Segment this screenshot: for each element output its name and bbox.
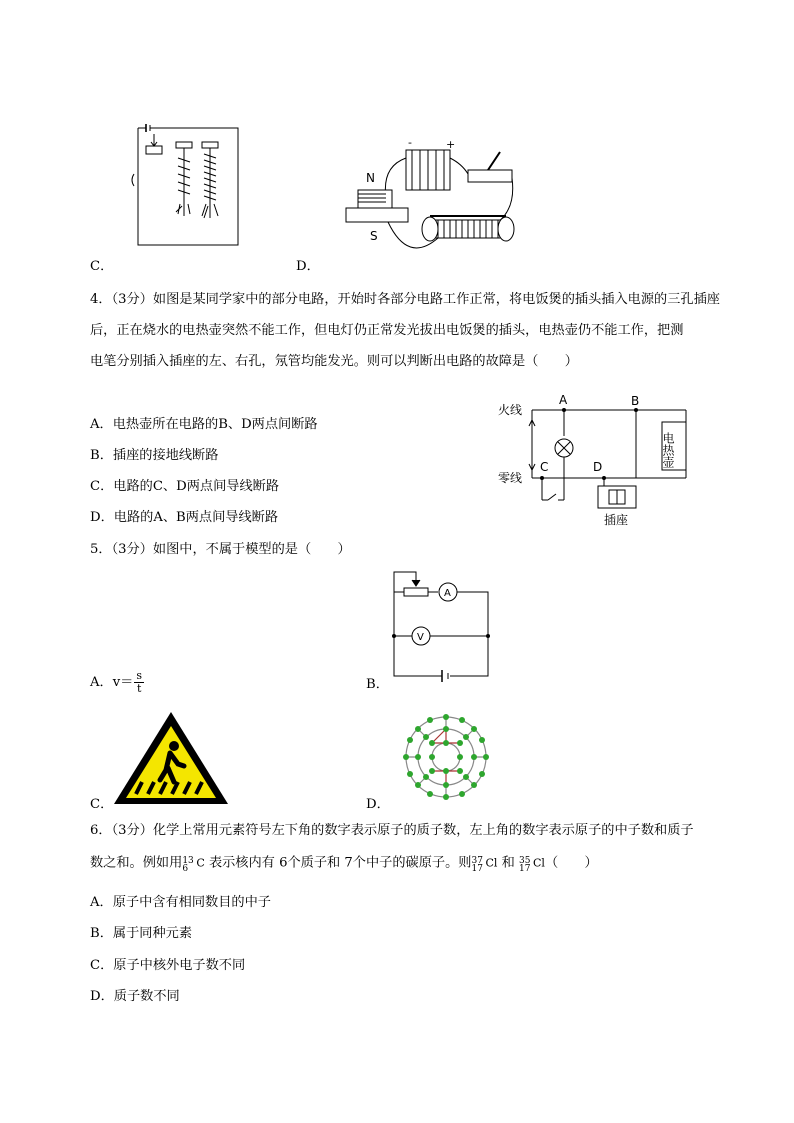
q5-option-a[interactable]: [90, 670, 144, 695]
q4-circuit-figure: [492, 390, 692, 530]
q5-option-d[interactable]: D．: [366, 797, 390, 812]
q3-option-c[interactable]: C．: [90, 259, 114, 274]
q5-option-c[interactable]: C．: [90, 797, 114, 812]
q4-fig-socket: 插座: [604, 513, 629, 527]
q4-stem-line-2: 后，正在烧水的电热壶突然不能工作，但电灯仍正常发光拔出电饭煲的插头，电热壶仍不能工作，把测: [90, 323, 684, 338]
q6-option-b[interactable]: B．属于同种元素: [90, 926, 193, 941]
q4-fig-neutral-wire: 零线: [498, 471, 523, 485]
carbon-13-isotope: [182, 854, 196, 872]
q5-frac-numerator: s: [136, 669, 143, 682]
cl35-mass-number: 35: [519, 856, 531, 866]
q3-fig-d-s-label: S: [370, 229, 378, 243]
chlorine-symbol-1: Cl: [485, 856, 498, 870]
q4-fig-point-a: A: [559, 393, 568, 407]
q4-stem-line-1: 4．（3分）如图是某同学家中的部分电路，开始时各部分电路工作正常，将电饭煲的插头插入电源的三孔插座: [90, 292, 720, 307]
fullerene-molecule-model-icon: [400, 710, 492, 804]
q5-option-b[interactable]: B．: [366, 677, 389, 692]
q3-figure-c: [128, 124, 240, 248]
q6-option-a[interactable]: A．原子中含有相同数目的中子: [90, 895, 271, 910]
q6-line2-middle: 表示核内有 6个质子和 7个中子的碳原子。则: [208, 855, 472, 871]
q5-frac-denominator: t: [136, 682, 142, 695]
q6-stem-line-2: [90, 854, 598, 873]
q5-velocity-fraction: [134, 670, 144, 695]
chlorine-35-isotope: [519, 854, 533, 872]
q3-fig-d-n-label: N: [366, 171, 375, 185]
q4-fig-live-wire: 火线: [498, 403, 523, 417]
q4-fig-point-c: C: [540, 460, 549, 474]
q3-figure-d: [338, 138, 518, 264]
carbon-symbol: C: [196, 856, 205, 870]
q5-circuit-figure: [390, 566, 494, 686]
pedestrian-crossing-sign-icon: [112, 710, 230, 806]
q5-ammeter-label: A: [444, 588, 451, 599]
chlorine-37-isotope: [471, 854, 485, 872]
cl37-mass-number: 37: [471, 856, 483, 866]
q4-option-a[interactable]: A．电热壶所在电路的B、D两点间断路: [90, 417, 318, 432]
q4-option-d[interactable]: D．电路的A、B两点间导线断路: [90, 510, 279, 525]
cl35-atomic-number: 17: [519, 864, 531, 874]
q3-option-d[interactable]: D．: [296, 259, 320, 274]
q6-option-d[interactable]: D．质子数不同: [90, 989, 180, 1004]
cl37-atomic-number: 17: [471, 864, 483, 874]
c13-atomic-number: 6: [182, 864, 189, 874]
q5-stem: 5．（3分）如图中，不属于模型的是（ ）: [90, 542, 351, 557]
q4-option-c[interactable]: C．电路的C、D两点间导线断路: [90, 479, 280, 494]
c13-mass-number: 13: [182, 856, 194, 866]
q5-option-a-label: A．v＝: [90, 675, 134, 690]
q6-and: 和: [501, 855, 515, 871]
q3-fig-d-plus: +: [446, 138, 456, 151]
q4-fig-point-d: D: [593, 460, 603, 474]
q6-line2-prefix: 数之和。例如用: [90, 855, 183, 871]
q4-fig-kettle: 电热壶: [661, 432, 675, 468]
q6-line2-end: （ ）: [544, 855, 598, 871]
q4-option-b[interactable]: B．插座的接地线断路: [90, 448, 219, 463]
chlorine-symbol-2: Cl: [533, 856, 545, 870]
q3-fig-d-minus: -: [408, 138, 412, 149]
q4-fig-point-b: B: [631, 394, 640, 408]
q6-stem-line-1: 6．（3分）化学上常用元素符号左下角的数字表示原子的质子数，左上角的数字表示原子的中子数和质子: [90, 823, 694, 838]
q6-option-c[interactable]: C．原子中核外电子数不同: [90, 958, 246, 973]
q4-stem-line-3: 电笔分别插入插座的左、右孔，氖管均能发光。则可以判断出电路的故障是（ ）: [90, 354, 578, 369]
q5-voltmeter-label: V: [417, 632, 424, 643]
